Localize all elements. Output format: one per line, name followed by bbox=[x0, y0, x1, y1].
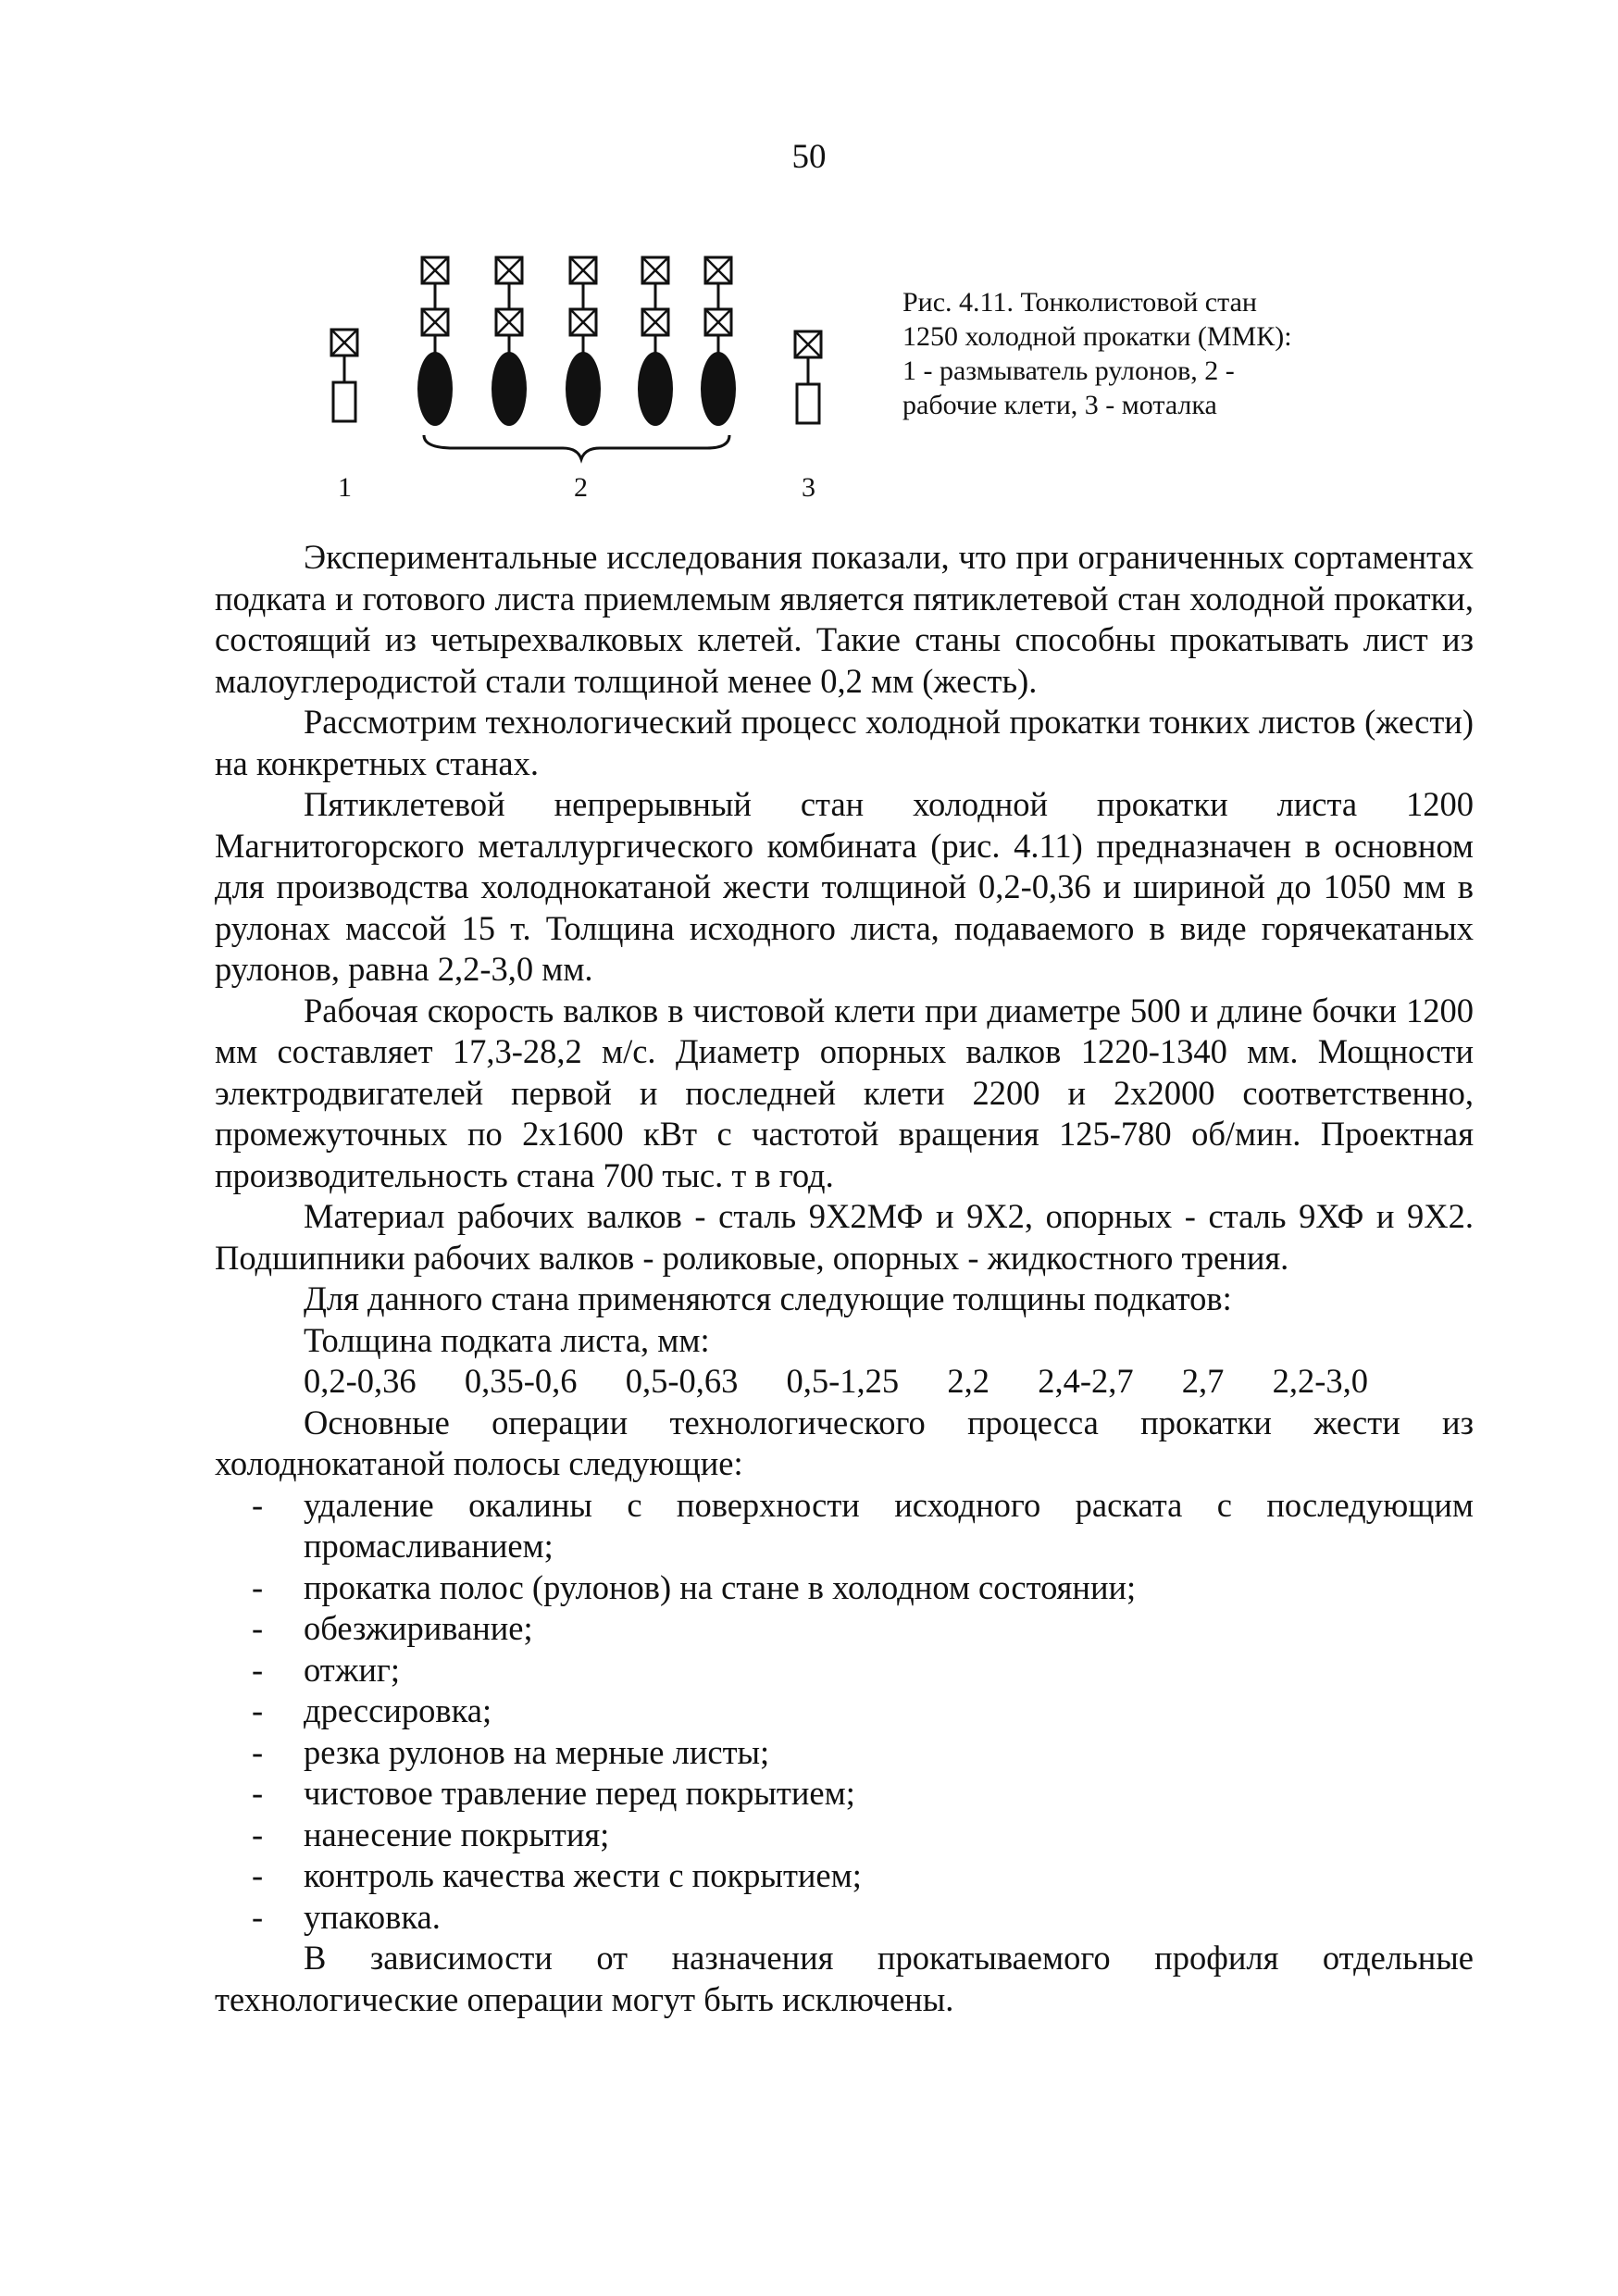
stand-4 bbox=[638, 257, 673, 426]
list-item bbox=[215, 1691, 1474, 1732]
thickness-value: 0,5-0,63 bbox=[625, 1362, 739, 1400]
coiler bbox=[795, 331, 821, 423]
thickness-value: 2,7 bbox=[1181, 1362, 1225, 1400]
list-item bbox=[215, 1485, 1474, 1567]
list-dash: - bbox=[252, 1856, 264, 1894]
paragraph: Рассмотрим технологический процесс холодной прокатки тонких листов (жести) на конкретных станах. bbox=[215, 703, 1474, 782]
thickness-values bbox=[304, 1361, 1368, 1403]
stand-5 bbox=[701, 257, 736, 426]
figure-caption-text: Рис. 4.11. Тонколистовой стан 1250 холодной прокатки (ММК): 1 - размыватель рулонов, 2 - рабочие клети, 3 - моталка bbox=[902, 287, 1292, 420]
stand-1 bbox=[417, 257, 453, 426]
list-item bbox=[215, 1650, 1474, 1691]
list-dash: - bbox=[252, 1485, 264, 1524]
list-dash: - bbox=[252, 1650, 264, 1689]
list-item-text: дрессировка; bbox=[304, 1691, 492, 1729]
list-item bbox=[215, 1608, 1474, 1650]
paragraph: Пятиклетевой непрерывный стан холодной прокатки листа 1200 Магнитогорского металлургического комбината (рис. 4.11) предназначен в основном для производства холоднокатаной жести толщиной 0,2-0,36 и шириной до 1050 мм в рулонах массой 15 т. Толщина исходного листа, подаваемого в виде горячекатаных рулонов, равна 2,2-3,0 мм. bbox=[215, 785, 1474, 988]
paragraph: Основные операции технологического процесса прокатки жести из холоднокатаной полосы следующие: bbox=[215, 1403, 1474, 1482]
list-item-text: нанесение покрытия; bbox=[304, 1815, 610, 1853]
rolling-mill-diagram bbox=[315, 250, 833, 509]
list-dash: - bbox=[252, 1774, 264, 1812]
page-number: 50 bbox=[791, 138, 827, 176]
list-item bbox=[215, 1897, 1474, 1939]
list-item bbox=[215, 1732, 1474, 1774]
list-item-text: чистовое травление перед покрытием; bbox=[304, 1774, 855, 1812]
list-item-text: резка рулонов на мерные листы; bbox=[304, 1732, 770, 1771]
rolling-mill-figure bbox=[315, 250, 833, 509]
figure-label-1: 1 bbox=[338, 472, 352, 503]
list-dash: - bbox=[252, 1691, 264, 1729]
thickness-value: 0,2-0,36 bbox=[304, 1362, 417, 1400]
list-item-text: удаление окалины с поверхности исходного раската с последующим промасливанием; bbox=[304, 1485, 1474, 1565]
thickness-value: 2,2 bbox=[947, 1362, 989, 1400]
paragraph: Рабочая скорость валков в чистовой клети при диаметре 500 и длине бочки 1200 мм составляет 17,3-28,2 м/с. Диаметр опорных валков 1220-1340 мм. Мощности электродвигателей первой и последней клети 2200 и 2х2000 соответственно, промежуточных по 2х1600 кВт с частотой вращения 125-780 об/мин. Проектная производительность стана 700 тыс. т в год. bbox=[215, 991, 1474, 1194]
stand-3 bbox=[566, 257, 601, 426]
list-dash: - bbox=[252, 1897, 264, 1936]
uncoiler bbox=[331, 330, 357, 421]
thickness-value: 0,35-0,6 bbox=[464, 1362, 578, 1400]
figure-caption bbox=[902, 285, 1310, 422]
list-dash: - bbox=[252, 1567, 264, 1606]
list-item bbox=[215, 1773, 1474, 1815]
paragraph: В зависимости от назначения прокатываемого профиля отдельные технологические операции могут быть исключены. bbox=[215, 1939, 1474, 2018]
list-item-text: контроль качества жести с покрытием; bbox=[304, 1856, 862, 1894]
operations-list bbox=[215, 1485, 1474, 1939]
paragraph: Толщина подката листа, мм: bbox=[304, 1320, 710, 1359]
thickness-value: 2,4-2,7 bbox=[1038, 1362, 1134, 1400]
list-item bbox=[215, 1855, 1474, 1897]
thickness-value: 0,5-1,25 bbox=[786, 1362, 900, 1400]
body-text bbox=[215, 537, 1474, 2020]
figure-label-3: 3 bbox=[802, 472, 815, 503]
list-item bbox=[215, 1567, 1474, 1609]
list-item-text: прокатка полос (рулонов) на стане в холодном состоянии; bbox=[304, 1567, 1137, 1606]
paragraph: Для данного стана применяются следующие толщины подкатов: bbox=[304, 1279, 1232, 1317]
thickness-value: 2,2-3,0 bbox=[1272, 1362, 1368, 1400]
list-dash: - bbox=[252, 1815, 264, 1853]
figure-label-2: 2 bbox=[574, 472, 588, 503]
stand-2 bbox=[492, 257, 527, 426]
stands-brace bbox=[424, 435, 729, 459]
list-dash: - bbox=[252, 1732, 264, 1771]
list-item bbox=[215, 1815, 1474, 1856]
list-dash: - bbox=[252, 1609, 264, 1647]
list-item-text: упаковка. bbox=[304, 1897, 441, 1936]
list-item-text: отжиг; bbox=[304, 1650, 401, 1689]
list-item-text: обезжиривание; bbox=[304, 1609, 533, 1647]
paragraph: Экспериментальные исследования показали, что при ограниченных сортаментах подката и готового листа приемлемым является пятиклетевой стан холодной прокатки, состоящий из четырехвалковых клетей. Такие станы способны прокатывать лист из малоуглеродистой стали толщиной менее 0,2 мм (жесть). bbox=[215, 538, 1474, 700]
paragraph: Материал рабочих валков - сталь 9Х2МФ и 9Х2, опорных - сталь 9ХФ и 9Х2. Подшипники рабочих валков - роликовые, опорных - жидкостного трения. bbox=[215, 1197, 1474, 1277]
